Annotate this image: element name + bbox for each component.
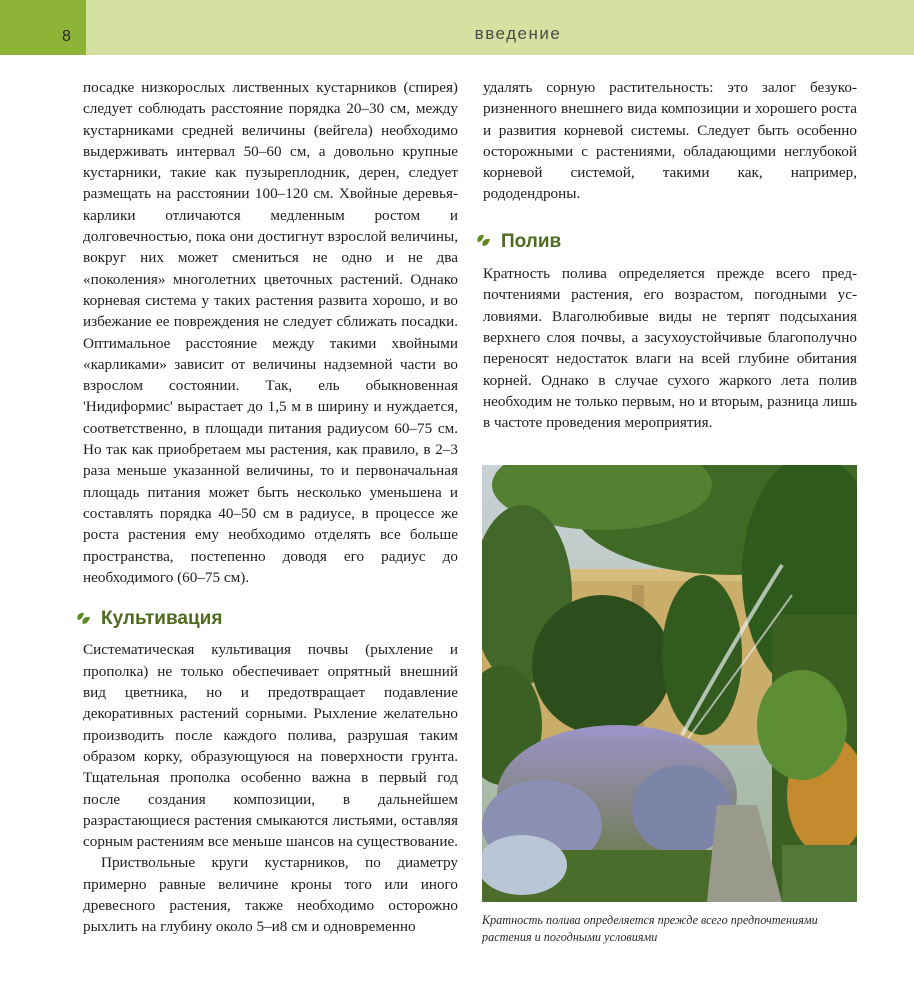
paragraph-weed-removal: удалять сорную растительность: это залог безукоризненного внешнего вида композиции и хорошего роста и развития корневой системы. Следует быть особенно осторожными с растениями, обладающими неглубокой корневой системой, такими как, например, рододендроны.: [483, 79, 857, 203]
paragraph-watering: Кратность полива определяется прежде всего предпочтениями растения, его возрастом, погодными условиями. Влаголюбивые виды не терпят подсыхания верхнего слоя почвы, а засухоустойчивые благополучно переносят недостаток влаги на всей глубине обитания корней. Однако в случае сухого жаркого лета полив необходим не только первым, но и вторым, разница лишь в частоте проведения мероприятия.: [483, 265, 857, 432]
heading-watering: [483, 231, 857, 252]
paragraph-tree-circles: Приствольные круги кустарников, по диаметру примерно равные величине кроны того или иного древесного растения, также необходимо осторожно рыхлить на глубину около 5–и8 см и одновременно: [83, 854, 458, 936]
garden-photo: [482, 465, 857, 902]
paragraph-plant-spacing: посадке низкорослых лиственных кустарников (спирея) следует соблюдать расстояние порядка 20–30 см, между кустарниками средней величины (вейгела) необходимо выдерживать интервал 50–60 см, а довольно крупные кустарники, такие как пузыреплодник, дерен, следует размещать на расстоянии 100–120 см. Хвойные деревья-карлики отличаются медленным ростом и долговечностью, пока они достигнут взрослой величины, вокруг них может смениться не одно и не два «поколения» многолетних цветочных растений. Однако корневая система у таких растения развита хорошо, и во избежание ее повреждения не следует сближать посадки. Оптимальное расстояние между такими хвойными «карликами» зависит от величины надземной части во взрослом состоянии. Так, ель обыкновенная 'Нидиформис' вырастает до 1,5 м в ширину и нуждается, соответственно, в площади питания радиусом 60–75 см. Но так как приобретаем мы растения, как правило, в 2–3 раза меньше указанной величины, то и первоначальная площадь питания может быть несколько уменьшена и составлять порядка 40–50 см в радиусе, в процессе же роста растения ему необходимо отделять все больше пространства, постепенно доводя его радиус до необходимого (60–75 см).: [83, 79, 458, 586]
page-header: [0, 0, 914, 55]
paragraph-cultivation: Систематическая культивация почвы (рыхление и прополка) не только обеспечивает опрятный внешний вид цветника, но и предотвращает подавление декоративных растений сорными. Рыхление желательно производить после каждого полива, разрушая таким образом корку, образующуюся на поверхности грунта. Тщательная прополка особенно важна в первый год после создания композиции, в дальнейшем разрастающиеся растения смыкаются листьями, оставляя сорным растениям все меньше шансов на существование.: [83, 641, 458, 851]
heading-cultivation-text: Культивация: [101, 608, 223, 630]
page-number-tab: [0, 0, 86, 55]
page-number: 8: [62, 28, 71, 45]
running-section-title: введение: [474, 24, 562, 43]
leaf-bullet-icon: [75, 611, 93, 627]
heading-watering-text: Полив: [501, 230, 562, 252]
right-column: [483, 77, 857, 433]
heading-cultivation: [83, 608, 458, 629]
leaf-bullet-icon: [475, 233, 493, 249]
photo-caption: Кратность полива определяется прежде всего предпочтениями растения и погодными условиями: [482, 913, 818, 944]
left-column: [83, 77, 458, 938]
